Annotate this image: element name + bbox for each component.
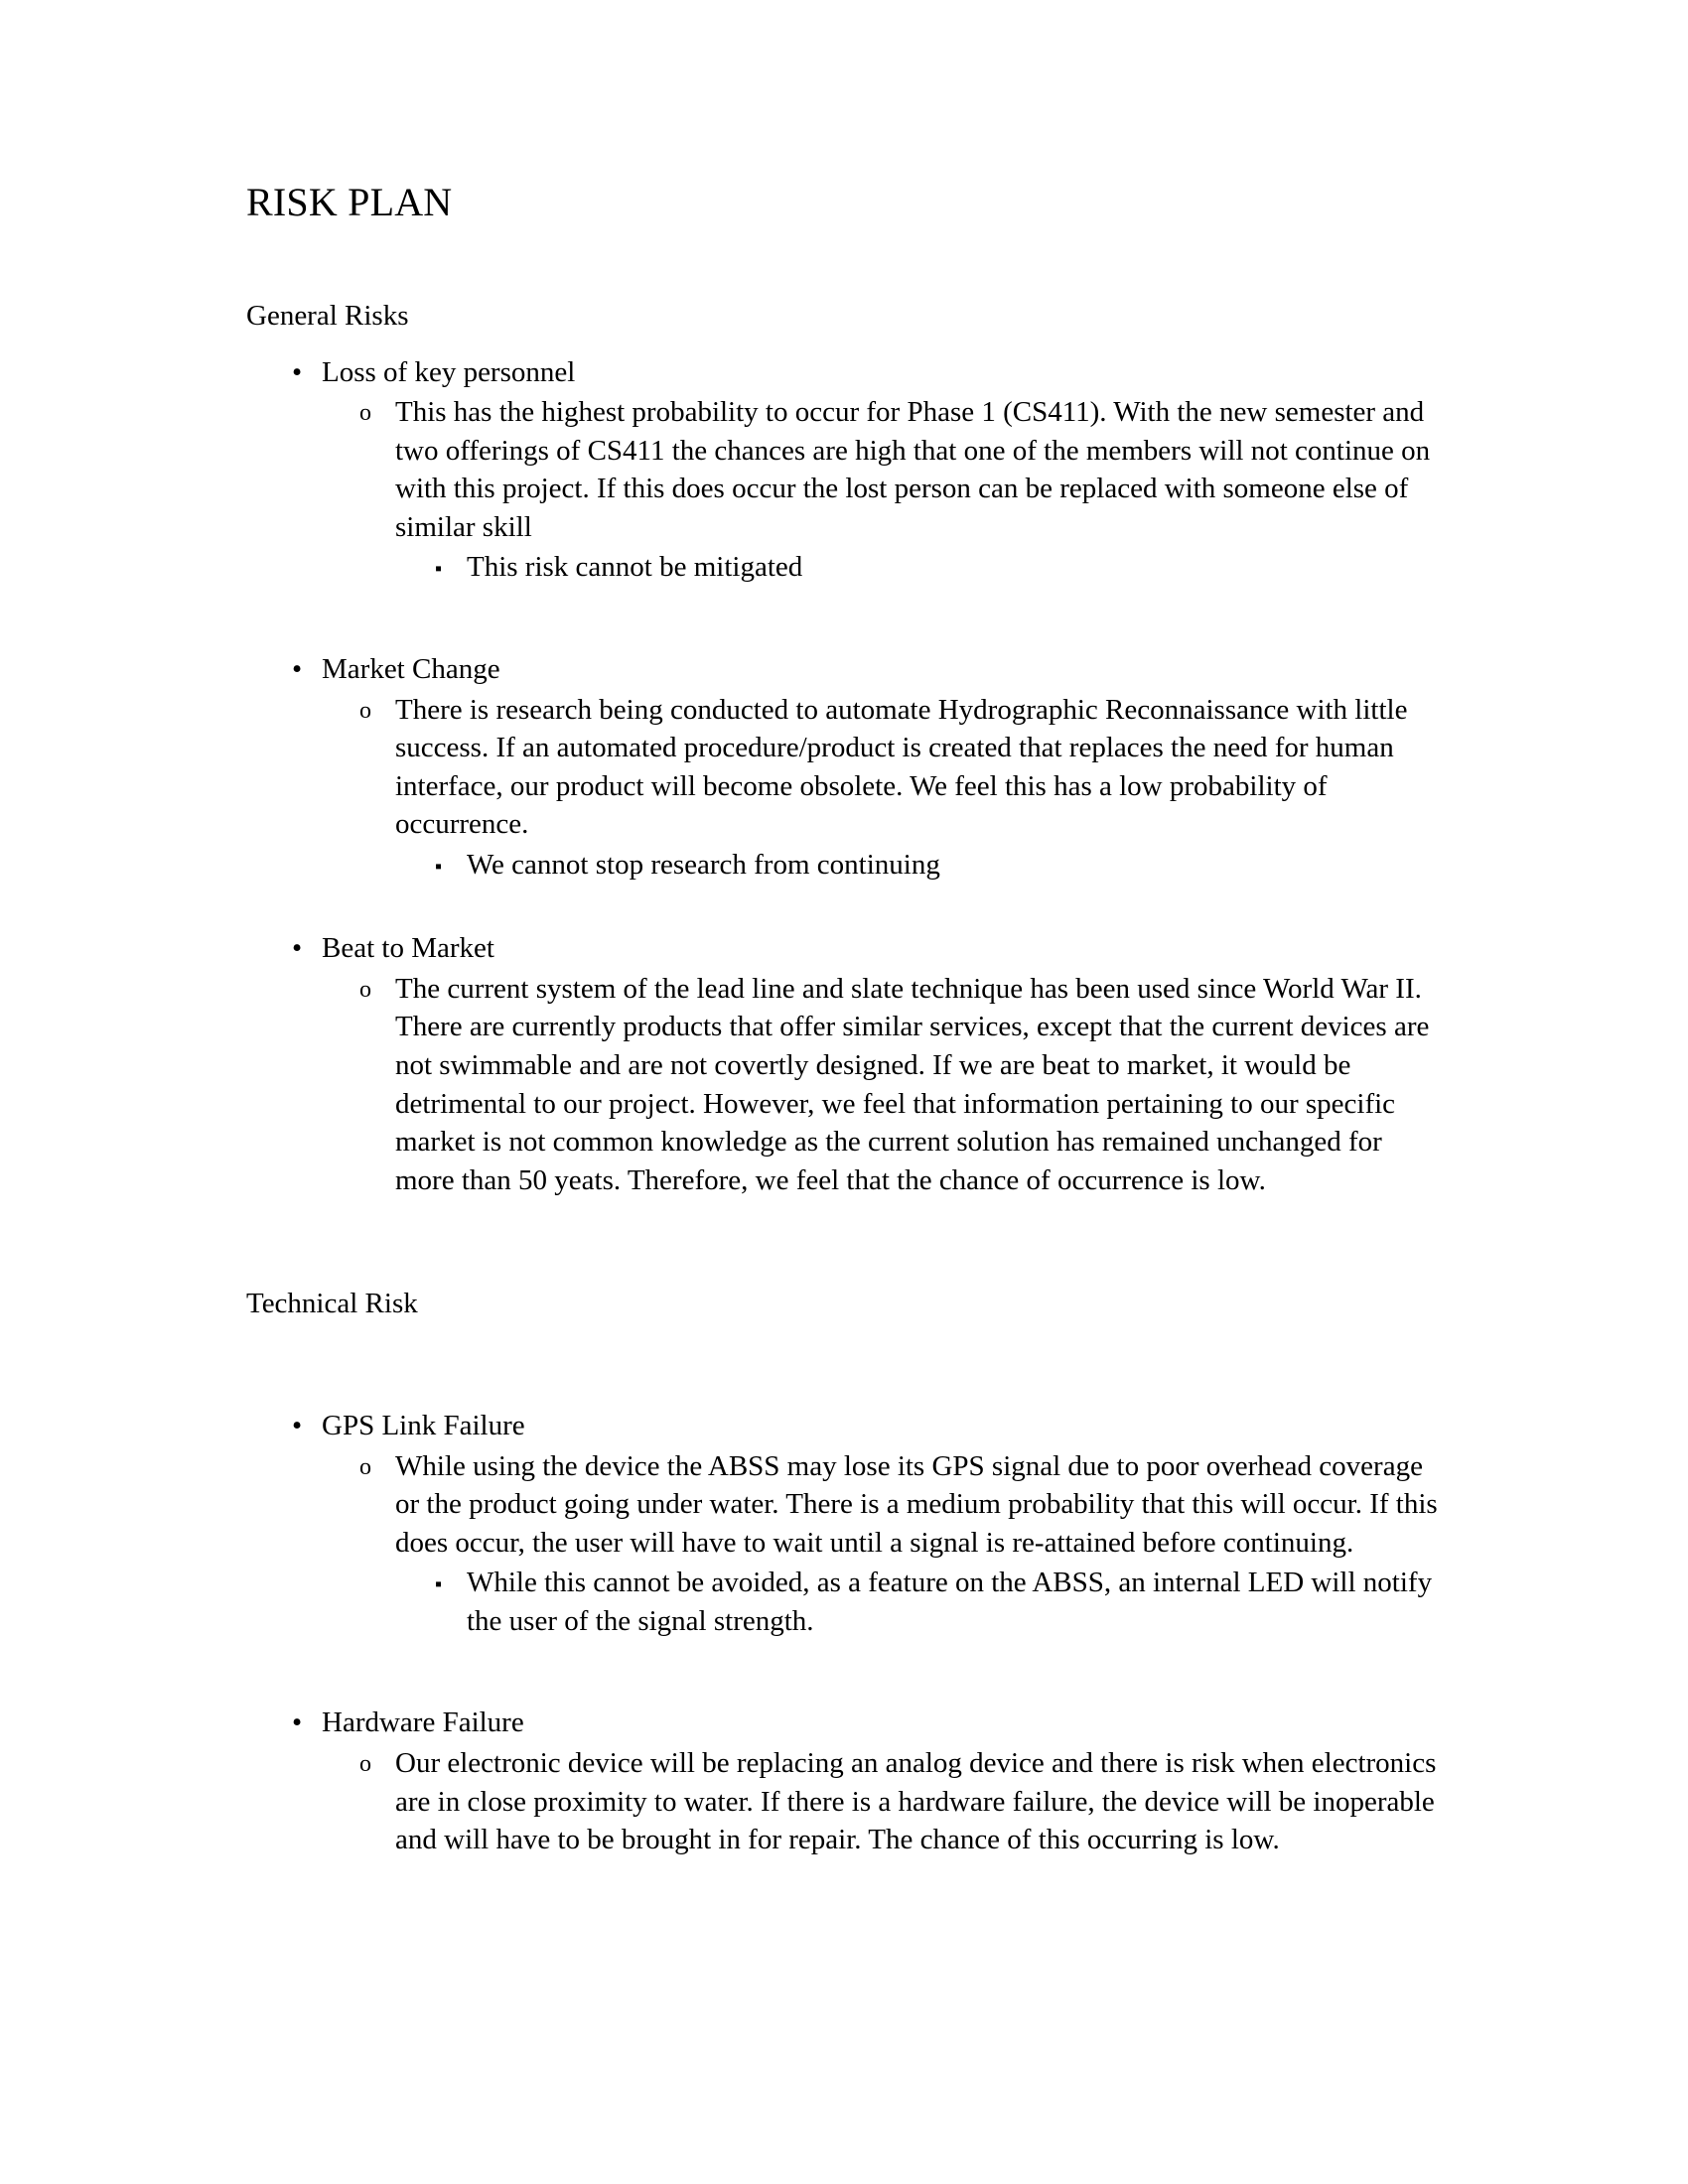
mitigation-text: While this cannot be avoided, as a feature on the ABSS, an internal LED will notify the user of the signal strength. [467,1567,1433,1637]
risk-description: While using the device the ABSS may lose its GPS signal due to poor overhead coverage or the product going under water. There is a medium probability that this will occur. If this does occur, the user will have to wait until a signal is re-attained before continuing. [395,1449,1438,1559]
spacer [246,884,1438,909]
square-bullet-icon: ▪ [435,1573,443,1596]
circle-bullet-icon: o [359,1453,371,1480]
disc-bullet-icon: • [292,932,303,965]
risk-description: The current system of the lead line and slate technique has been used since World War II. There are currently products that offer similar services, except that the current devices are not swimmable and are not covertly designed. If we are beat to market, it would be detrimental to our project. However, we feel that information pertaining to our specific market is not common knowledge as the current solution has remained unchanged for more than 50 yeats. Therefore, we feel that the chance of occurrence is low. [395,972,1430,1196]
disc-bullet-icon: • [292,355,303,388]
risk-list [246,1407,1438,1859]
risk-detail-list [322,691,1438,885]
circle-bullet-icon: o [359,400,371,427]
risk-item [246,650,1438,884]
circle-bullet-icon: o [359,976,371,1003]
circle-bullet-icon: o [359,1751,371,1778]
risk-name: Beat to Market [322,932,494,965]
risk-list [246,353,1438,1200]
spacer [246,1640,1438,1684]
circle-bullet-icon: o [359,697,371,724]
disc-bullet-icon: • [292,1410,303,1442]
section-technical-risk [246,1287,1438,1858]
spacer [246,1321,1438,1387]
risk-detail-list [322,1744,1438,1859]
square-bullet-icon: ▪ [435,558,443,581]
risk-item [246,1407,1438,1640]
page-title: RISK PLAN [246,180,453,224]
section-heading: General Risks [246,299,409,332]
risk-name: Hardware Failure [322,1706,524,1739]
document-content [246,181,1438,1859]
risk-detail-list [322,393,1438,587]
risk-detail [322,1744,1438,1859]
spacer [246,1199,1438,1287]
risk-detail [322,393,1438,587]
disc-bullet-icon: • [292,652,303,685]
mitigation-list [395,1564,1438,1640]
mitigation-text: This risk cannot be mitigated [467,551,803,584]
disc-bullet-icon: • [292,1706,303,1739]
risk-item [246,929,1438,1199]
section-general-risks [246,299,1438,1199]
mitigation-list [395,846,1438,885]
mitigation-list [395,548,1438,587]
risk-description: There is research being conducted to automate Hydrographic Reconnaissance with little success. If an automated procedure/product is created that replaces the need for human interface, our product will become obsolete. We feel this has a low probability of occurrence. [395,693,1408,841]
risk-item [246,353,1438,587]
risk-description: This has the highest probability to occur for Phase 1 (CS411). With the new semester and two offerings of CS411 the chances are high that one of the members will not continue on with this project. If this does occur the lost person can be replaced with someone else of similar skill [395,396,1431,543]
square-bullet-icon: ▪ [435,855,443,878]
risk-detail-list [322,970,1438,1199]
risk-detail [322,691,1438,885]
risk-description: Our electronic device will be replacing an analog device and there is risk when electronics are in close proximity to water. If there is a hardware failure, the device will be inoperable and will have to be brought in for repair. The chance of this occurring is low. [395,1747,1437,1856]
risk-name: GPS Link Failure [322,1410,525,1442]
mitigation-item [395,846,1438,885]
risk-detail-list [322,1447,1438,1641]
section-heading: Technical Risk [246,1288,418,1320]
risk-detail [322,970,1438,1199]
spacer [246,587,1438,630]
risk-name: Loss of key personnel [322,355,576,388]
risk-detail [322,1447,1438,1641]
risk-item [246,1704,1438,1858]
mitigation-text: We cannot stop research from continuing [467,848,940,881]
mitigation-item [395,548,1438,587]
risk-name: Market Change [322,652,500,685]
mitigation-item [395,1564,1438,1640]
